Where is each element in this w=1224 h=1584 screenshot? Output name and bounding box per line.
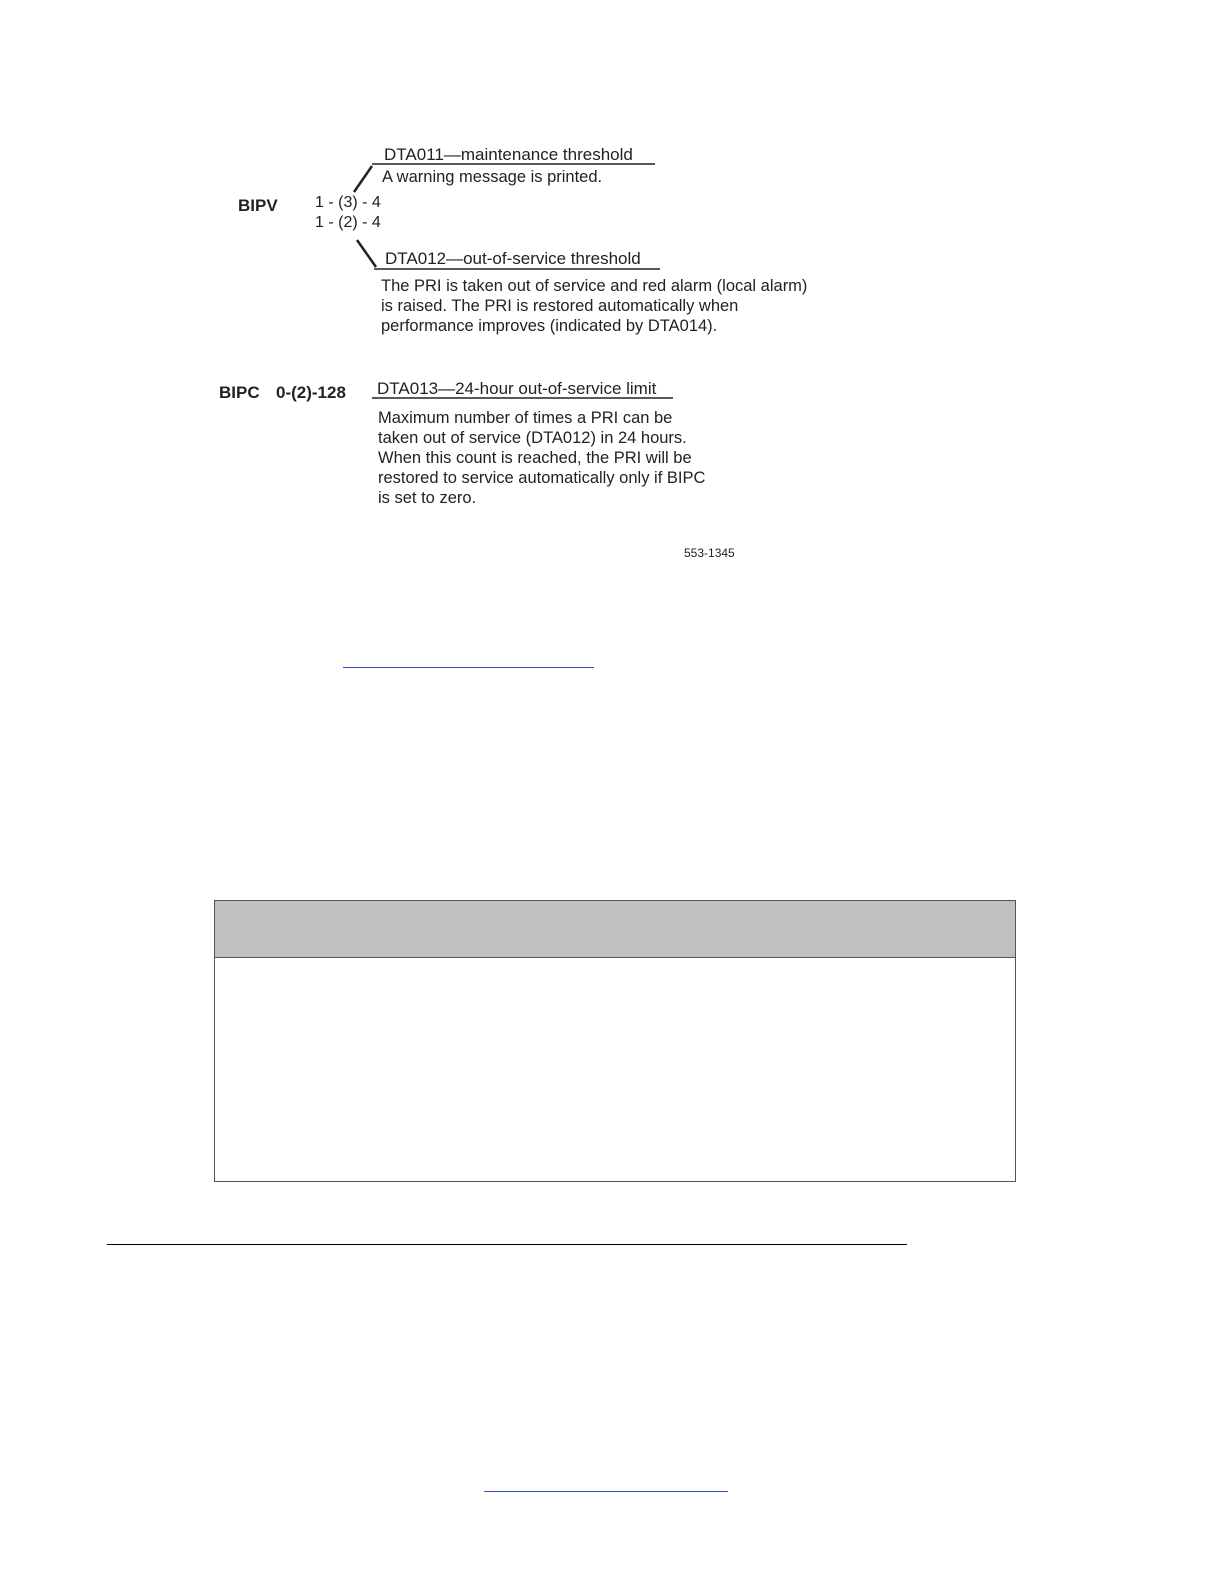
dta011-title: DTA011—maintenance threshold bbox=[384, 145, 633, 164]
dta012-description: The PRI is taken out of service and red alarm (local alarm) is raised. The PRI is restored automatically when performance improves (indicated by DTA014). bbox=[381, 277, 808, 335]
bipc-range: 0-(2)-128 bbox=[276, 383, 346, 402]
note-box bbox=[214, 900, 1016, 1182]
bipv-label: BIPV bbox=[238, 196, 278, 215]
dta012-connector bbox=[357, 240, 376, 267]
figure-id: 553-1345 bbox=[684, 546, 735, 560]
bipv-range-oos: 1 - (2) - 4 bbox=[315, 214, 381, 231]
dta013-title: DTA013—24-hour out-of-service limit bbox=[377, 379, 657, 398]
dta013-description: Maximum number of times a PRI can be taken out of service (DTA012) in 24 hours. When this count is reached, the PRI will be restored to service automatically only if BIPC is set to zero. bbox=[378, 409, 706, 507]
dta011-connector bbox=[354, 166, 372, 192]
dta012-title: DTA012—out-of-service threshold bbox=[385, 249, 641, 268]
note-box-header bbox=[215, 901, 1015, 958]
footer-link-underline[interactable] bbox=[484, 1491, 728, 1492]
bipc-label: BIPC bbox=[219, 383, 260, 402]
footer-divider bbox=[107, 1244, 907, 1245]
dta011-description: A warning message is printed. bbox=[382, 168, 603, 186]
hyperlink-underline[interactable] bbox=[343, 667, 594, 668]
bipv-range-warning: 1 - (3) - 4 bbox=[315, 194, 381, 211]
